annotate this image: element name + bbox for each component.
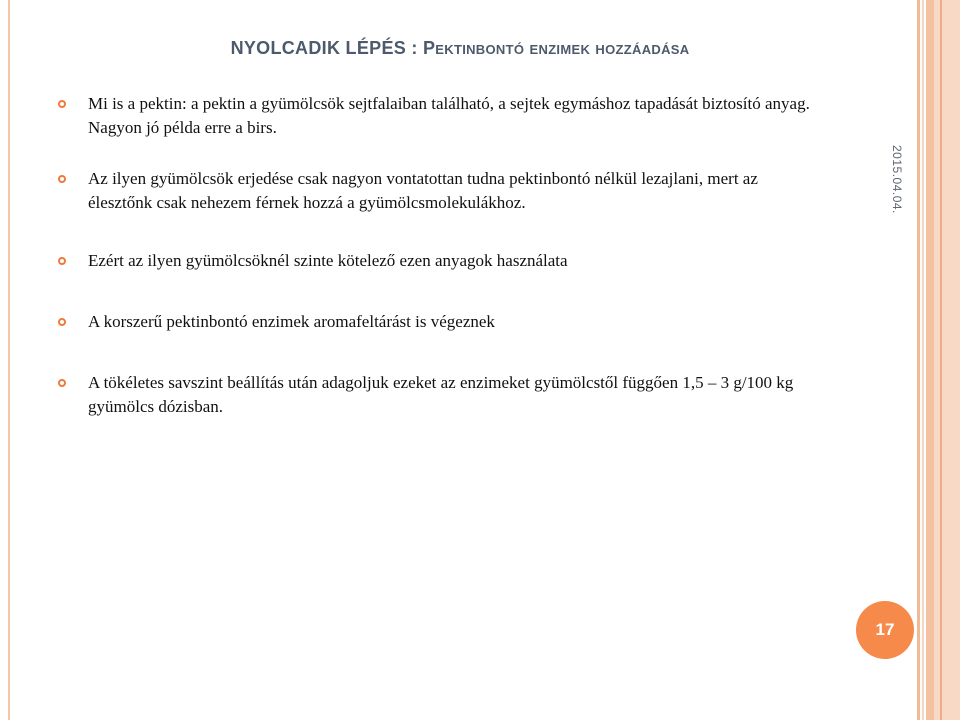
circle-bullet-icon	[58, 175, 66, 183]
slide-title	[60, 38, 860, 59]
circle-bullet-icon	[58, 379, 66, 387]
bullet-item	[58, 167, 818, 215]
bullet-item	[58, 92, 818, 140]
bullet-text: Mi is a pektin: a pektin a gyümölcsök sejtfalaiban található, a sejtek egymáshoz tapadását biztosító anyag. Nagyon jó példa erre a birs.	[88, 94, 810, 137]
bullet-text: Ezért az ilyen gyümölcsöknél szinte kötelező ezen anyagok használata	[88, 251, 568, 270]
bullet-text: Az ilyen gyümölcsök erjedése csak nagyon vontatottan tudna pektinbontó nélkül lezajlani, mert az élesztőnk csak nehezem férnek hozzá a gyümölcsmolekulákhoz.	[88, 169, 758, 212]
slide-title-main: NYOLCADIK LÉPÉS :	[230, 38, 423, 58]
decorative-stripe	[940, 0, 942, 720]
circle-bullet-icon	[58, 318, 66, 326]
decorative-stripe	[922, 0, 924, 720]
slide-title-subtitle: Pektinbontó enzimek hozzáadása	[422, 38, 690, 58]
page-number-badge: 17	[856, 601, 914, 659]
bullet-item	[58, 249, 818, 273]
bullet-item	[58, 371, 818, 419]
bullet-text: A korszerű pektinbontó enzimek aromafeltárást is végeznek	[88, 312, 495, 331]
decorative-stripe	[917, 0, 920, 720]
left-border-line	[8, 0, 10, 720]
bullet-item	[58, 310, 818, 334]
decorative-stripe	[934, 0, 960, 720]
circle-bullet-icon	[58, 257, 66, 265]
decorative-stripe	[926, 0, 934, 720]
slide-date: 2015.04.04.	[890, 145, 904, 214]
circle-bullet-icon	[58, 100, 66, 108]
bullet-list	[58, 92, 818, 419]
bullet-text: A tökéletes savszint beállítás után adagoljuk ezeket az enzimeket gyümölcstől függően 1,5 – 3 g/100 kg gyümölcs dózisban.	[88, 373, 794, 416]
